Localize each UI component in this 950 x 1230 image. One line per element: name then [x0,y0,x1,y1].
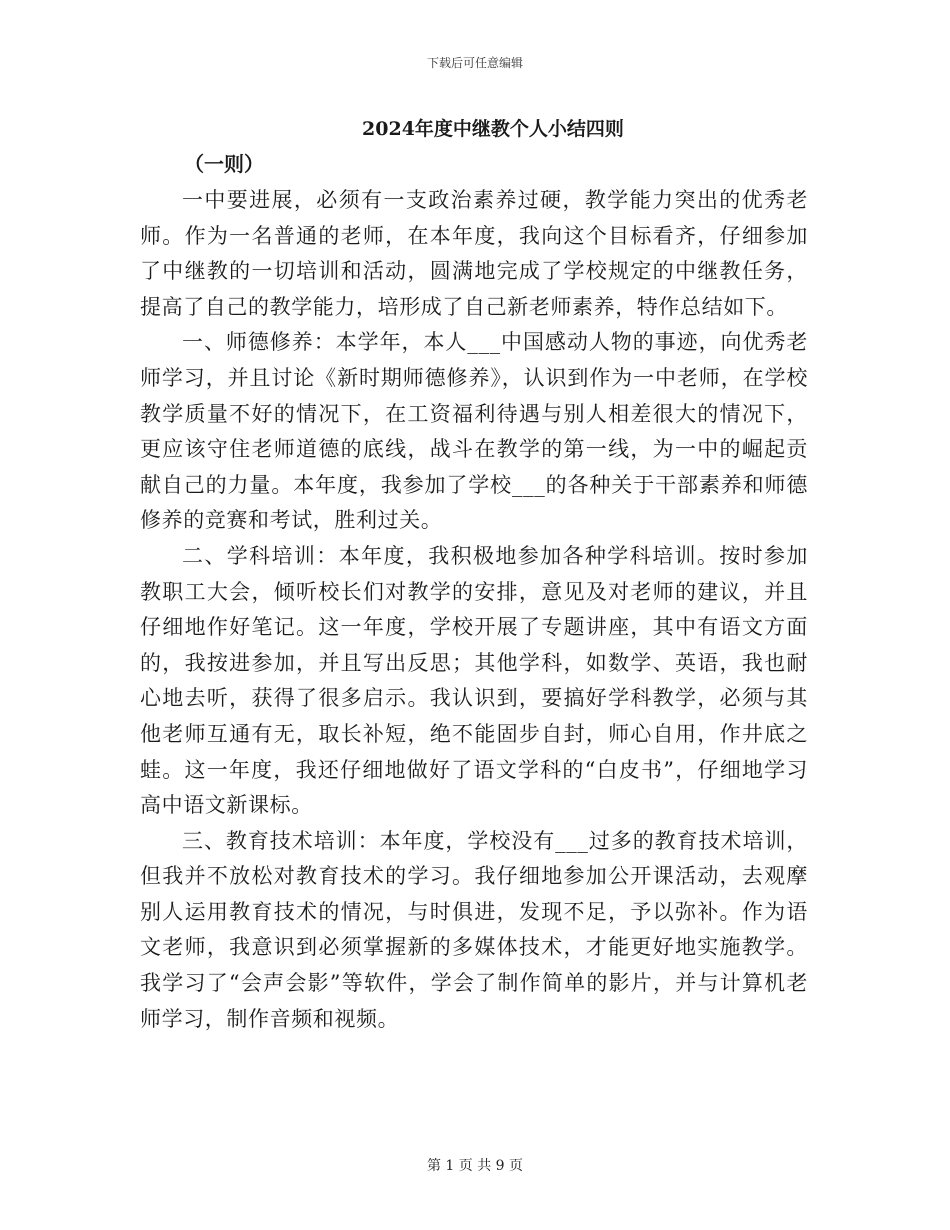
paragraph-intro: 一中要进展，必须有一支政治素养过硬，教学能力突出的优秀老师。作为一名普通的老师，在本年度，我向这个目标看齐，仔细参加了中继教的一切培训和活动，圆满地完成了学校规定的中继教任务，提高了自己的教学能力，培形成了自己新老师素养，特作总结如下。 [140,188,808,319]
document-body [140,183,808,1037]
page-number: 第 1 页 共 9 页 [426,1158,524,1174]
document-title: 2024年度中继教个人小结四则 [362,118,624,140]
page-header-note: 下载后可任意编辑 [426,56,523,70]
paragraph-tech-training: 三、教育技术培训：本年度，学校没有___过多的教育技术培训，但我并不放松对教育技术的学习。我仔细地参加公开课活动，去观摩别人运用教育技术的情况，与时俱进，发现不足，予以弥补。作为语文老师，我意识到必须掌握新的多媒体技术，才能更好地实施教学。我学习了“会声会影”等软件，学会了制作简单的影片，并与计算机老师学习，制作音频和视频。 [140,828,808,1031]
section-heading: （一则） [184,152,264,176]
paragraph-subject-training: 二、学科培训：本年度，我积极地参加各种学科培训。按时参加教职工大会，倾听校长们对教学的安排，意见及对老师的建议，并且仔细地作好笔记。这一年度，学校开展了专题讲座，其中有语文方面的，我按进参加，并且写出反思；其他学科，如数学、英语，我也耐心地去听，获得了很多启示。我认识到，要搞好学科教学，必须与其他老师互通有无，取长补短，绝不能固步自封，师心自用，作井底之蛙。这一年度，我还仔细地做好了语文学科的“白皮书”，仔细地学习高中语文新课标。 [140,543,808,818]
paragraph-ethics: 一、师德修养：本学年，本人___中国感动人物的事迹，向优秀老师学习，并且讨论《新时期师德修养》，认识到作为一中老师，在学校教学质量不好的情况下，在工资福利待遇与别人相差很大的情况下，更应该守住老师道德的底线，战斗在教学的第一线，为一中的崛起贡献自己的力量。本年度，我参加了学校___的各种关于干部素养和师德修养的竞赛和考试，胜利过关。 [140,330,808,533]
